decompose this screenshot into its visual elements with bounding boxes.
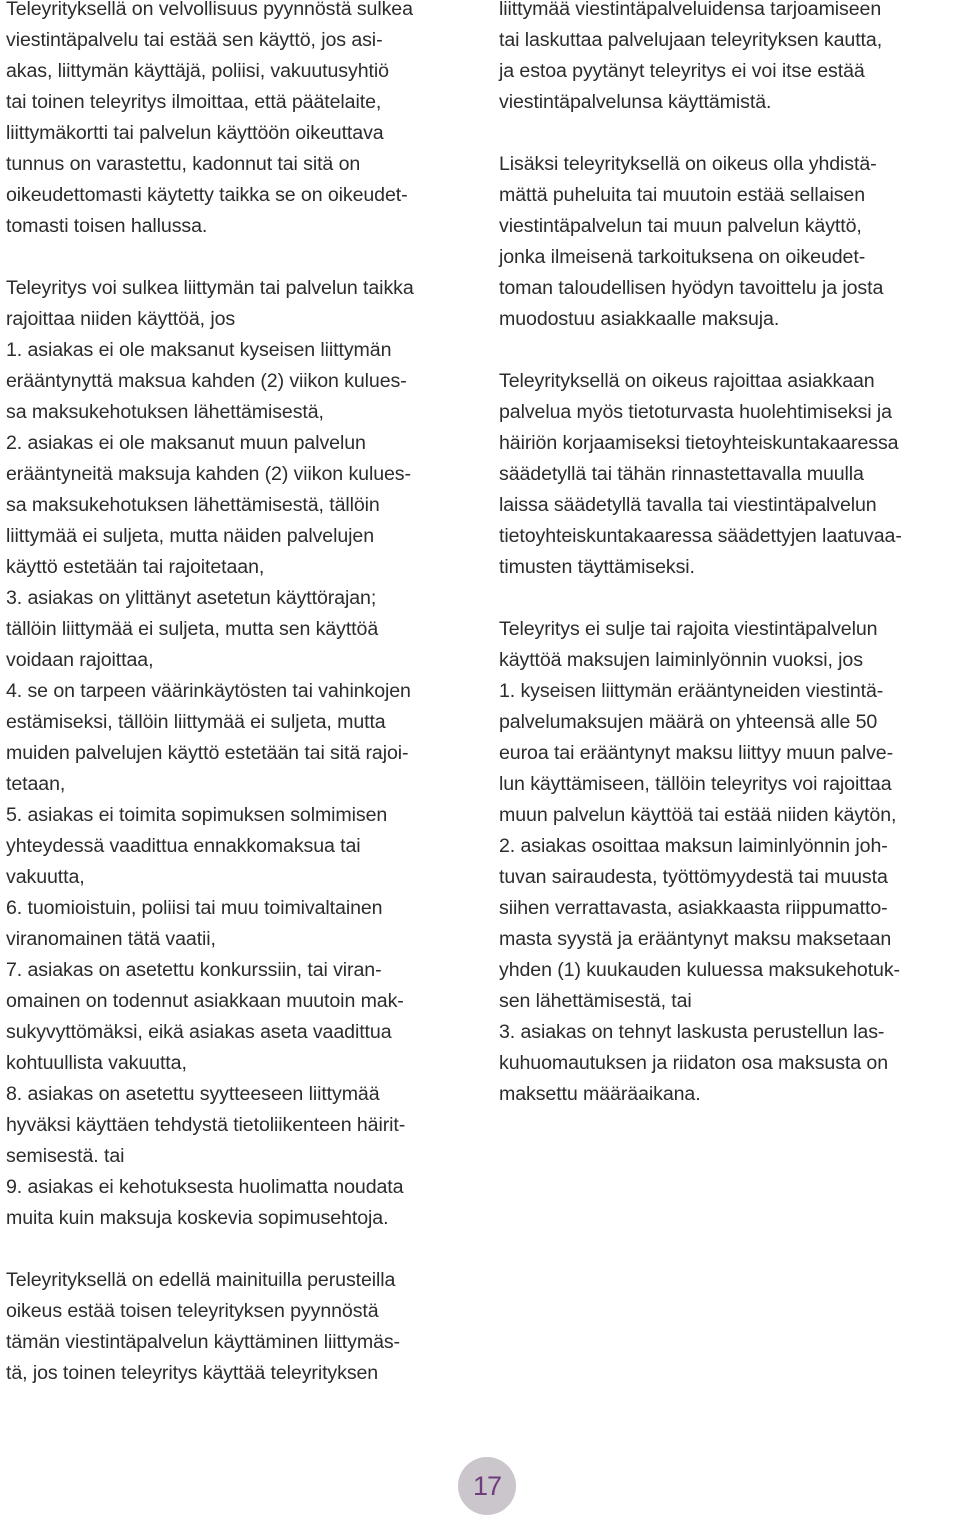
text-line: tetaan, (6, 773, 66, 795)
text-line: yhden (1) kuukauden kuluessa maksukehotuk- (499, 959, 900, 981)
paragraph-2 (499, 149, 954, 335)
paragraph-gap (499, 335, 954, 366)
text-line: liittymäkortti tai palvelun käyttöön oikeuttava (6, 122, 384, 144)
text-line: sen lähettämisestä, tai (499, 990, 692, 1012)
text-line: semisestä. tai (6, 1145, 125, 1167)
paragraph-gap (499, 583, 954, 614)
text-line: ja estoa pyytänyt teleyritys ei voi itse estää (499, 60, 865, 82)
text-line: tai toinen teleyritys ilmoittaa, että päätelaite, (6, 91, 382, 113)
list-item: 5. asiakas ei toimita sopimuksen solmimisen (6, 804, 388, 826)
text-line: mättä puheluita tai muutoin estää sellaisen (499, 184, 866, 206)
text-line: toman taloudellisen hyödyn tavoittelu ja josta (499, 277, 884, 299)
text-line: kohtuullista vakuutta, (6, 1052, 187, 1074)
text-line: Lisäksi teleyrityksellä on oikeus olla yhdistä- (499, 153, 877, 175)
paragraph-gap (499, 118, 954, 149)
paragraph-2 (6, 273, 476, 1234)
text-line: oikeus estää toisen teleyrityksen pyynnöstä (6, 1300, 379, 1322)
text-line: laissa säädetyllä tavalla tai viestintäpalvelun (499, 494, 877, 516)
text-line: viestintäpalvelu tai estää sen käyttö, jos asi- (6, 29, 383, 51)
text-line: viestintäpalvelunsa käyttämistä. (499, 91, 772, 113)
text-line: rajoittaa niiden käyttöä, jos (6, 308, 236, 330)
text-line: palvelua myös tietoturvasta huolehtimiseksi ja (499, 401, 892, 423)
text-line: jonka ilmeisenä tarkoituksena on oikeudet- (499, 246, 866, 268)
text-line: maksettu määräaikana. (499, 1083, 701, 1105)
text-line: siihen verrattavasta, asiakkaasta riippumatto- (499, 897, 888, 919)
text-line: häiriön korjaamiseksi tietoyhteiskuntakaaressa (499, 432, 899, 454)
text-line: Teleyrityksellä on edellä mainituilla perusteilla (6, 1269, 396, 1291)
text-line: yhteydessä vaadittua ennakkomaksua tai (6, 835, 361, 857)
text-line: masta syystä ja erääntynyt maksu maksetaan (499, 928, 892, 950)
list-item: 2. asiakas osoittaa maksun laiminlyönnin joh- (499, 835, 888, 857)
text-line: Teleyritys ei sulje tai rajoita viestintäpalvelun (499, 618, 878, 640)
text-line: sa maksukehotuksen lähettämisestä, (6, 401, 324, 423)
text-line: viranomainen tätä vaatii, (6, 928, 216, 950)
text-line: erääntyneitä maksuja kahden (2) viikon kulues- (6, 463, 411, 485)
text-line: vakuutta, (6, 866, 85, 888)
text-line: tämän viestintäpalvelun käyttäminen liittymäs- (6, 1331, 400, 1353)
text-line: lun käyttämiseen, tällöin teleyritys voi rajoittaa (499, 773, 892, 795)
text-line: Teleyritys voi sulkea liittymän tai palvelun taikka (6, 277, 414, 299)
text-line: timusten täyttämiseksi. (499, 556, 695, 578)
list-item: 1. kyseisen liittymän erääntyneiden viestintä- (499, 680, 884, 702)
list-item: 9. asiakas ei kehotuksesta huolimatta noudata (6, 1176, 404, 1198)
text-line: tietoyhteiskuntakaaressa säädettyjen laatuvaa- (499, 525, 902, 547)
text-line: tä, jos toinen teleyritys käyttää teleyrityksen (6, 1362, 379, 1384)
text-line: käyttöä maksujen laiminlyönnin vuoksi, jos (499, 649, 863, 671)
text-line: oikeudettomasti käytetty taikka se on oikeudet- (6, 184, 408, 206)
text-line: kuhuomautuksen ja riidaton osa maksusta on (499, 1052, 888, 1074)
text-line: palvelumaksujen määrä on yhteensä alle 50 (499, 711, 878, 733)
text-line: muun palvelun käyttöä tai estää niiden käytön, (499, 804, 897, 826)
text-line: muiden palvelujen käyttö estetään tai sitä rajoi- (6, 742, 409, 764)
page-number (458, 1457, 516, 1515)
text-line: tuvan sairaudesta, työttömyydestä tai muusta (499, 866, 888, 888)
list-item: 6. tuomioistuin, poliisi tai muu toimivaltainen (6, 897, 383, 919)
text-line: omainen on todennut asiakkaan muutoin mak- (6, 990, 404, 1012)
text-line: Teleyrityksellä on oikeus rajoittaa asiakkaan (499, 370, 875, 392)
text-line: säädetyllä tai tähän rinnastettavalla muulla (499, 463, 864, 485)
paragraph-4 (499, 614, 954, 1110)
text-line: muodostuu asiakkaalle maksuja. (499, 308, 780, 330)
text-line: sa maksukehotuksen lähettämisestä, tällöin (6, 494, 380, 516)
list-item: 2. asiakas ei ole maksanut muun palvelun (6, 432, 366, 454)
text-line: käyttö estetään tai rajoitetaan, (6, 556, 265, 578)
paragraph-1 (6, 0, 476, 242)
text-line: liittymää ei suljeta, mutta näiden palvelujen (6, 525, 374, 547)
text-line: hyväksi käyttäen tehdystä tietoliikenteen häirit- (6, 1114, 406, 1136)
list-item: 4. se on tarpeen väärinkäytösten tai vahinkojen (6, 680, 411, 702)
text-line: viestintäpalvelun tai muun palvelun käyttö, (499, 215, 862, 237)
text-line: tai laskuttaa palvelujaan teleyrityksen kautta, (499, 29, 883, 51)
text-line: euroa tai erääntynyt maksu liittyy muun palve- (499, 742, 893, 764)
paragraph-gap (6, 1234, 476, 1265)
text-line: akas, liittymän käyttäjä, poliisi, vakuutusyhtiö (6, 60, 389, 82)
text-line: voidaan rajoittaa, (6, 649, 154, 671)
paragraph-gap (6, 242, 476, 273)
page-number-label: 17 (472, 1470, 502, 1501)
text-line: tomasti toisen hallussa. (6, 215, 208, 237)
list-item: 1. asiakas ei ole maksanut kyseisen liittymän (6, 339, 392, 361)
text-line: Teleyrityksellä on velvollisuus pyynnöstä sulkea (6, 0, 413, 20)
left-column (6, 0, 476, 1389)
text-line: tällöin liittymää ei suljeta, mutta sen käyttöä (6, 618, 379, 640)
list-item: 7. asiakas on asetettu konkurssiin, tai viran- (6, 959, 382, 981)
text-line: muita kuin maksuja koskevia sopimusehtoja. (6, 1207, 389, 1229)
list-item: 8. asiakas on asetettu syytteeseen liittymää (6, 1083, 380, 1105)
text-line: estämiseksi, tällöin liittymää ei suljeta, mutta (6, 711, 386, 733)
list-item: 3. asiakas on tehnyt laskusta perustellun las- (499, 1021, 885, 1043)
paragraph-3 (499, 366, 954, 583)
text-line: liittymää viestintäpalveluidensa tarjoamiseen (499, 0, 882, 20)
paragraph-3 (6, 1265, 476, 1389)
text-line: sukyvyttömäksi, eikä asiakas aseta vaadittua (6, 1021, 392, 1043)
text-line: tunnus on varastettu, kadonnut tai sitä on (6, 153, 361, 175)
text-line: erääntynyttä maksua kahden (2) viikon kulues- (6, 370, 407, 392)
list-item: 3. asiakas on ylittänyt asetetun käyttörajan; (6, 587, 377, 609)
paragraph-1 (499, 0, 954, 118)
right-column (499, 0, 954, 1110)
